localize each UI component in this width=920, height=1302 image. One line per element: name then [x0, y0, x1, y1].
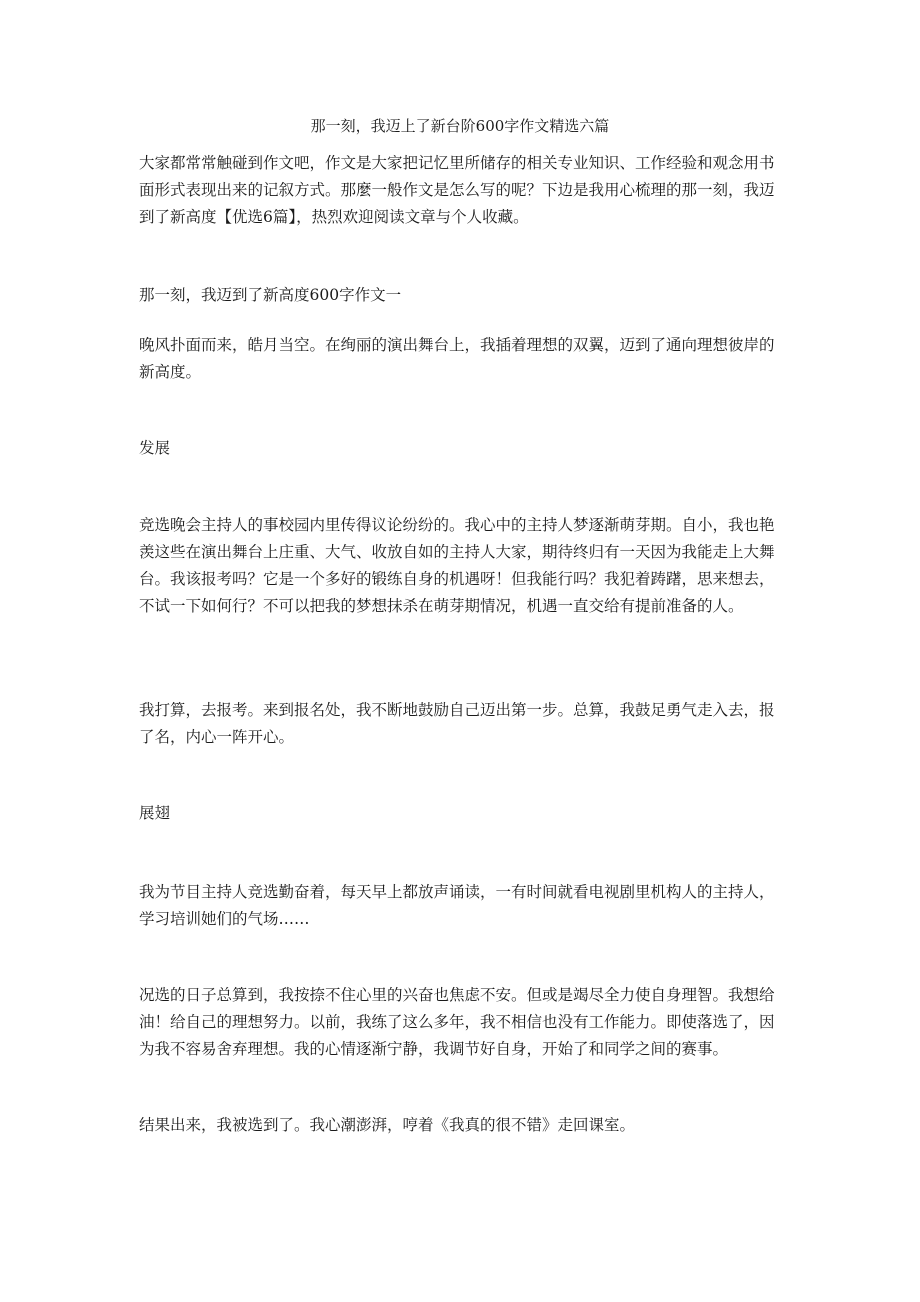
paragraph-2: 竞选晚会主持人的事校园内里传得议论纷纷的。我心中的主持人梦逐渐萌芽期。自小，我也艳羡这些在演出舞台上庄重、大气、收放自如的主持人大家，期待终归有一天因为我能走上大舞台。我该报考吗？它是一个多好的锻练自身的机遇呀！但我能行吗？我犯着踌躇，思来想去，不试一下如何行？不可以把我的梦想抹杀在萌芽期情况，机遇一直交给有提前准备的人。 — [139, 516, 775, 615]
subheading-spread-wings: 展翅 — [139, 804, 171, 822]
paragraph-3: 我打算，去报考。来到报名处，我不断地鼓励自己迈出第一步。总算，我鼓足勇气走入去，报了名，内心一阵开心。 — [139, 701, 775, 746]
paragraph-6: 结果出来，我被选到了。我心潮澎湃，哼着《我真的很不错》走回课室。 — [139, 1116, 636, 1134]
subheading-development: 发展 — [139, 439, 171, 457]
section-title: 那一刻，我迈到了新高度600字作文一 — [139, 286, 402, 304]
document-title: 那一刻，我迈上了新台阶600字作文精选六篇 — [310, 117, 610, 135]
intro-paragraph: 大家都常常触碰到作文吧，作文是大家把记忆里所储存的相关专业知识、工作经验和观念用书面形式表现出来的记叙方式。那麼一般作文是怎么写的呢？下边是我用心梳理的那一刻，我迈到了新高度【优选6篇】，热烈欢迎阅读文章与个人收藏。 — [139, 154, 775, 226]
paragraph-4: 我为节目主持人竞选勤奋着，每天早上都放声诵读，一有时间就看电视剧里机构人的主持人，学习培训她们的气场…… — [139, 883, 775, 928]
paragraph-5: 况选的日子总算到，我按捺不住心里的兴奋也焦虑不安。但或是竭尽全力使自身理智。我想给油！给自己的理想努力。以前，我练了这么多年，我不相信也没有工作能力。即使落选了，因为我不容易舍弃理想。我的心情逐渐宁静，我调节好自身，开始了和同学之间的赛事。 — [139, 986, 775, 1058]
paragraph-1: 晚风扑面而来，皓月当空。在绚丽的演出舞台上，我插着理想的双翼，迈到了通向理想彼岸的新高度。 — [139, 336, 775, 381]
